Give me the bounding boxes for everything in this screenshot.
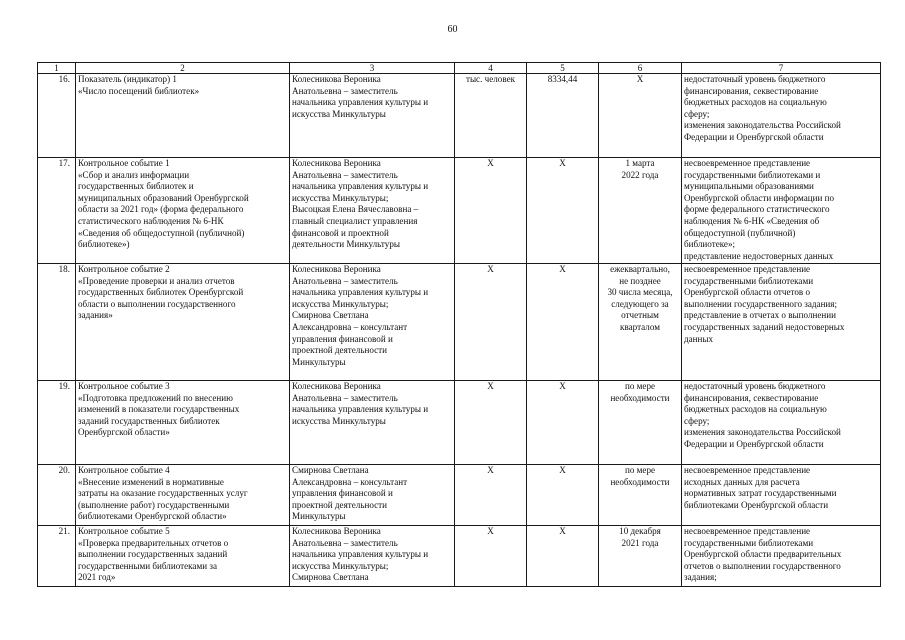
row-number: 18. [38,264,76,381]
risks: недостаточный уровень бюджетного финансирования, секвестирование бюджетных расходов на социальную сферу; изменения законодательства Российской Федерации и Оренбургской области [682,381,881,465]
target-value: Х [527,381,599,465]
implementation-plan-table [37,62,881,587]
event-name: Показатель (индикатор) 1 «Число посещений библиотек» [76,74,290,158]
responsible-person: Смирнова Светлана Александровна – консультант управления финансовой и проектной деятельности Минкультуры [290,465,455,526]
target-value: Х [527,264,599,381]
responsible-person: Колесникова Вероника Анатольевна – заместитель начальника управления культуры и искусства Минкультуры [290,381,455,465]
unit-of-measure: Х [455,264,527,381]
page-number: 60 [447,24,458,35]
row-number: 19. [38,381,76,465]
deadline: 10 декабря 2021 года [599,526,682,587]
deadline: 1 марта 2022 года [599,158,682,264]
column-header: 5 [527,63,599,74]
target-value: Х [527,465,599,526]
column-header: 1 [38,63,76,74]
risks: недостаточный уровень бюджетного финансирования, секвестирование бюджетных расходов на социальную сферу; изменения законодательства Российской Федерации и Оренбургской области [682,74,881,158]
target-value: Х [527,158,599,264]
unit-of-measure: Х [455,381,527,465]
target-value: 8334,44 [527,74,599,158]
responsible-person: Колесникова Вероника Анатольевна – заместитель начальника управления культуры и искусства Минкультуры [290,74,455,158]
target-value: Х [527,526,599,587]
column-header: 4 [455,63,527,74]
column-header: 3 [290,63,455,74]
table-row [38,158,881,264]
unit-of-measure: Х [455,526,527,587]
column-header: 2 [76,63,290,74]
unit-of-measure: Х [455,158,527,264]
responsible-person: Колесникова Вероника Анатольевна – заместитель начальника управления культуры и искусства Минкультуры; Смирнова Светлана [290,526,455,587]
risks: несвоевременное представление государственными библиотеками Оренбургской области отчетов о выполнении государственного задания; представление в отчетах о выполнении государственных заданий недостоверных данных [682,264,881,381]
risks: несвоевременное представление государственными библиотеками и муниципальными образованиями Оренбургской области информации по форме федерального статистического наблюдения № 6-НК «Сведения об общедоступной (публичной) библиотеке»; представление недостоверных данных [682,158,881,264]
responsible-person: Колесникова Вероника Анатольевна – заместитель начальника управления культуры и искусства Минкультуры; Смирнова Светлана Александровна – консультант управления финансовой и проектной деятельности Минкультуры [290,264,455,381]
event-name: Контрольное событие 5 «Проверка предварительных отчетов о выполнении государственных заданий государственными библиотеками за 2021 год» [76,526,290,587]
table-row [38,465,881,526]
table-row [38,74,881,158]
event-name: Контрольное событие 4 «Внесение изменений в нормативные затраты на оказание государственных услуг (выполнение работ) государственными библиотеками Оренбургской области» [76,465,290,526]
deadline: Х [599,74,682,158]
deadline: по мере необходимости [599,465,682,526]
responsible-person: Колесникова Вероника Анатольевна – заместитель начальника управления культуры и искусства Минкультуры; Высоцкая Елена Вячеславовна – главный специалист управления финансовой и проектной деятельности Минкультуры [290,158,455,264]
event-name: Контрольное событие 1 «Сбор и анализ информации государственных библиотек и муниципальных образований Оренбургской области за 2021 год» (форма федерального статистического наблюдения № 6-НК «Сведения об общедоступной (публичной) библиотеке») [76,158,290,264]
risks: несвоевременное представление государственными библиотеками Оренбургской области предварительных отчетов о выполнении государственного задания; [682,526,881,587]
table-row [38,264,881,381]
table-row [38,381,881,465]
row-number: 21. [38,526,76,587]
column-header: 6 [599,63,682,74]
event-name: Контрольное событие 2 «Проведение проверки и анализ отчетов государственных библиотек Оренбургской области о выполнении государственного задания» [76,264,290,381]
table-row [38,526,881,587]
row-number: 16. [38,74,76,158]
deadline: по мере необходимости [599,381,682,465]
unit-of-measure: Х [455,465,527,526]
unit-of-measure: тыс. человек [455,74,527,158]
event-name: Контрольное событие 3 «Подготовка предложений по внесению изменений в показатели государственных заданий государственных библиотек Оренбургской области» [76,381,290,465]
risks: несвоевременное представление исходных данных для расчета нормативных затрат государственными библиотеками Оренбургской области [682,465,881,526]
deadline: ежеквартально, не позднее 30 числа месяца, следующего за отчетным кварталом [599,264,682,381]
row-number: 17. [38,158,76,264]
row-number: 20. [38,465,76,526]
column-number-row [38,63,881,74]
column-header: 7 [682,63,881,74]
